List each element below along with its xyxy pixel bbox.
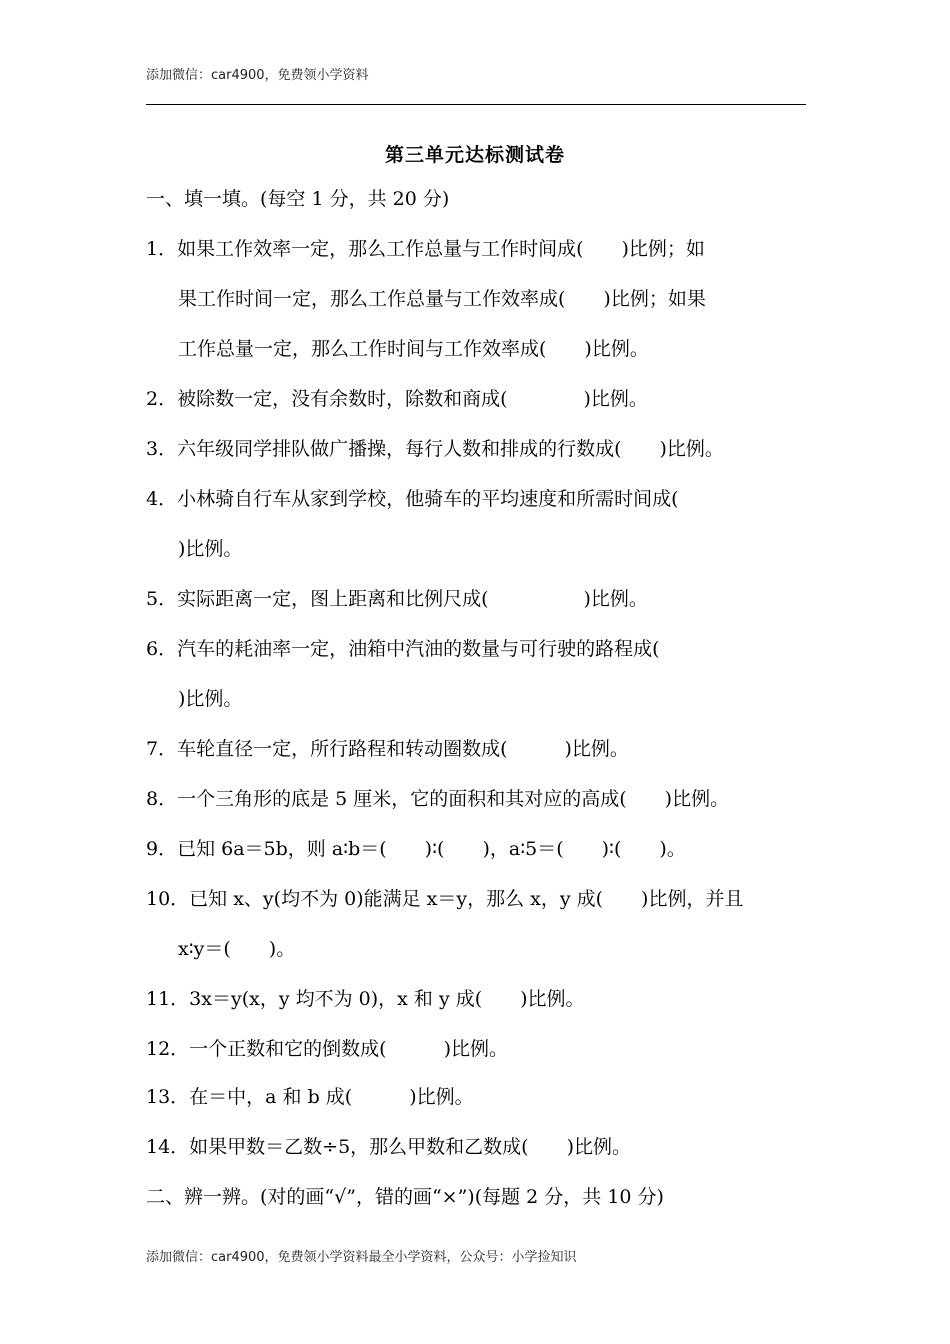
question-2: 2．被除数一定，没有余数时，除数和商成( )比例。 <box>146 388 648 410</box>
question-6-line-2: )比例。 <box>178 688 243 710</box>
question-8: 8．一个三角形的底是 5 厘米，它的面积和其对应的高成( )比例。 <box>146 788 730 810</box>
question-1-line-1: 1．如果工作效率一定，那么工作总量与工作时间成( )比例；如 <box>146 238 705 260</box>
question-6-line-1: 6．汽车的耗油率一定，油箱中汽油的数量与可行驶的路程成( <box>146 638 660 660</box>
footer-note: 添加微信：car4900，免费领小学资料最全小学资料，公众号：小学捡知识 <box>146 1250 577 1265</box>
header-divider <box>146 104 806 105</box>
section-heading-2: 二、辨一辨。(对的画“√”，错的画“×”)(每题 2 分，共 10 分) <box>146 1186 664 1208</box>
question-14: 14．如果甲数＝乙数÷5，那么甲数和乙数成( )比例。 <box>146 1136 632 1158</box>
section-heading-1: 一、填一填。(每空 1 分，共 20 分) <box>146 188 450 210</box>
question-1-line-2: 果工作时间一定，那么工作总量与工作效率成( )比例；如果 <box>178 288 706 310</box>
header-note: 添加微信：car4900，免费领小学资料 <box>146 68 369 83</box>
question-5: 5．实际距离一定，图上距离和比例尺成( )比例。 <box>146 588 648 610</box>
question-3: 3．六年级同学排队做广播操，每行人数和排成的行数成( )比例。 <box>146 438 724 460</box>
question-11: 11．3x＝y(x，y 均不为 0)，x 和 y 成( )比例。 <box>146 988 585 1010</box>
page-title: 第三单元达标测试卷 <box>384 144 565 166</box>
question-4-line-2: )比例。 <box>178 538 243 560</box>
question-7: 7．车轮直径一定，所行路程和转动圈数成( )比例。 <box>146 738 629 760</box>
question-13: 13．在＝中，a 和 b 成( )比例。 <box>146 1086 474 1108</box>
question-12: 12．一个正数和它的倒数成( )比例。 <box>146 1038 509 1060</box>
question-1-line-3: 工作总量一定，那么工作时间与工作效率成( )比例。 <box>178 338 649 360</box>
question-10-line-1: 10．已知 x、y(均不为 0)能满足 x＝y，那么 x，y 成( )比例，并且 <box>146 888 744 910</box>
question-4-line-1: 4．小林骑自行车从家到学校，他骑车的平均速度和所需时间成( <box>146 488 679 510</box>
question-10-line-2: x∶y＝( )。 <box>178 938 296 960</box>
question-9: 9．已知 6a＝5b，则 a∶b＝( )∶( )，a∶5＝( )∶( )。 <box>146 838 686 860</box>
